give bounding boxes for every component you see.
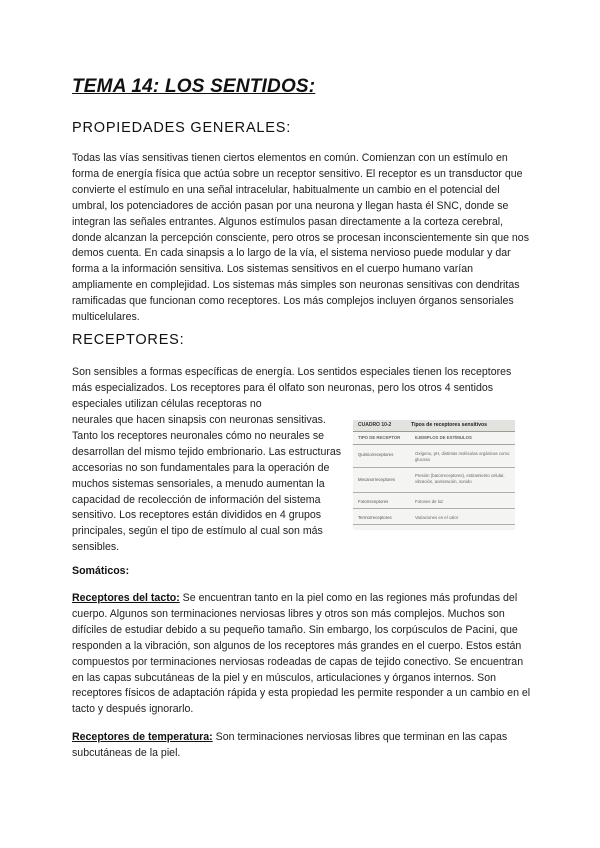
subsection-heading-somaticos: Somáticos: [72,565,130,577]
column-header-examples: EJEMPLOS DE ESTÍMULOS [415,435,472,440]
table-row [353,511,515,525]
term-receptores-tacto: Receptores del tacto: [72,592,180,604]
row-examples: Oxígeno, pH, distintas moléculas orgánicas como glucosa [415,451,510,462]
section-heading-receptores: RECEPTORES: [72,332,185,348]
row-examples: Fotones de luz [415,499,444,504]
section-heading-propiedades: PROPIEDADES GENERALES: [72,120,292,136]
table-row [353,448,515,468]
paragraph-receptores-top: Son sensibles a formas específicas de energía. Los sentidos especiales tienen los receptores más especializados. Los receptores para él olfato son neuronas, pero los otros 4 sentidos especiales utilizan células receptoras no [72,366,512,410]
paragraph-propiedades: Todas las vías sensitivas tienen ciertos elementos en común. Comienzan con un estímulo en forma de energía física que actúa sobre un receptor sensitivo. El receptor es un transductor que convierte el estímulo en una señal intracelular, habitualmente un cambio en el potencial del umbral, los potenciadores de acción pasan por una neurona y llegan hasta él SNC, donde se integran las señales entrantes. Algunos estímulos pasan directamente a la corteza cerebral, donde alcanzan la percepción consciente, pero otros se procesan inconscientemente sin que nos demos cuenta. En cada sinapsis a lo largo de la vía, el sistema nervioso puede modular y dar forma a la información sensitiva. Los sistemas sensitivos en el cuerpo humano varían ampliamente en complejidad. Los sistemas más simples son neuronas sensitivas con dendritas ramificadas que funcionan como receptores. Los más complejos incluyen órganos sensoriales multicelulares. [72,152,530,324]
row-examples: Variaciones en el calor [415,515,459,520]
figure-header [353,420,515,432]
row-type: Quimiorreceptores [358,452,394,457]
page-title: TEMA 14: LOS SENTIDOS: [72,76,316,97]
row-type: Fotorreceptores [358,499,389,504]
row-type: Termorreceptores [358,515,392,520]
receptor-types-table-figure [353,420,515,530]
paragraph-receptores-tacto [72,591,532,718]
paragraph-receptores-temperatura [72,730,532,762]
row-type: Mecanorreceptores [358,477,396,482]
text-receptores-tacto: Se encuentran tanto en la piel como en las regiones más profundas del cuerpo. Algunos son terminaciones nerviosas libres y otros son más complejos. Muchos son difíciles de estudiar debido a su pequeño tamaño. Sin embargo, los corpúsculos de Pacini, que responden a la vibración, son algunos de los receptores más grandes en el cuerpo. Estos están compuestos por terminaciones nerviosas rodeadas de capas de tejido conectivo. Se encuentran en las capas subcutáneas de la piel y en músculos, articulaciones y órganos internos. Son receptores físicos de adaptación rápida y esta propiedad les permite responder a un cambio en el tacto y después ignorarlo. [72,592,531,716]
term-receptores-temperatura: Receptores de temperatura: [72,731,213,743]
row-examples: Presión (barorreceptores), estiramiento celular, vibración, aceleración, sonido [415,473,505,484]
table-row [353,470,515,493]
table-row [353,495,515,509]
figure-title: Tipos de receptores sensitivos [411,422,488,428]
figure-column-headers [353,434,515,445]
text-receptores-temperatura: Son terminaciones nerviosas libres que terminan en las capas subcutáneas de la piel. [72,731,508,759]
figure-label: CUADRO 10-2 [358,422,392,428]
paragraph-receptores-side: neurales que hacen sinapsis con neuronas sensitivas. Tanto los receptores neuronales cómo no neurales se desarrollan del mismo tejido embrionario. Las estructuras accesorias no son fundamentales para la operación de muchos sistemas sensoriales, a menudo aumentan la capacidad de recolección de información del sistema sensitivo. Los receptores están divididos en 4 grupos principales, según el tipo de estímulo al cual son más sensibles. [72,414,342,554]
column-header-type: TIPO DE RECEPTOR [358,435,401,440]
